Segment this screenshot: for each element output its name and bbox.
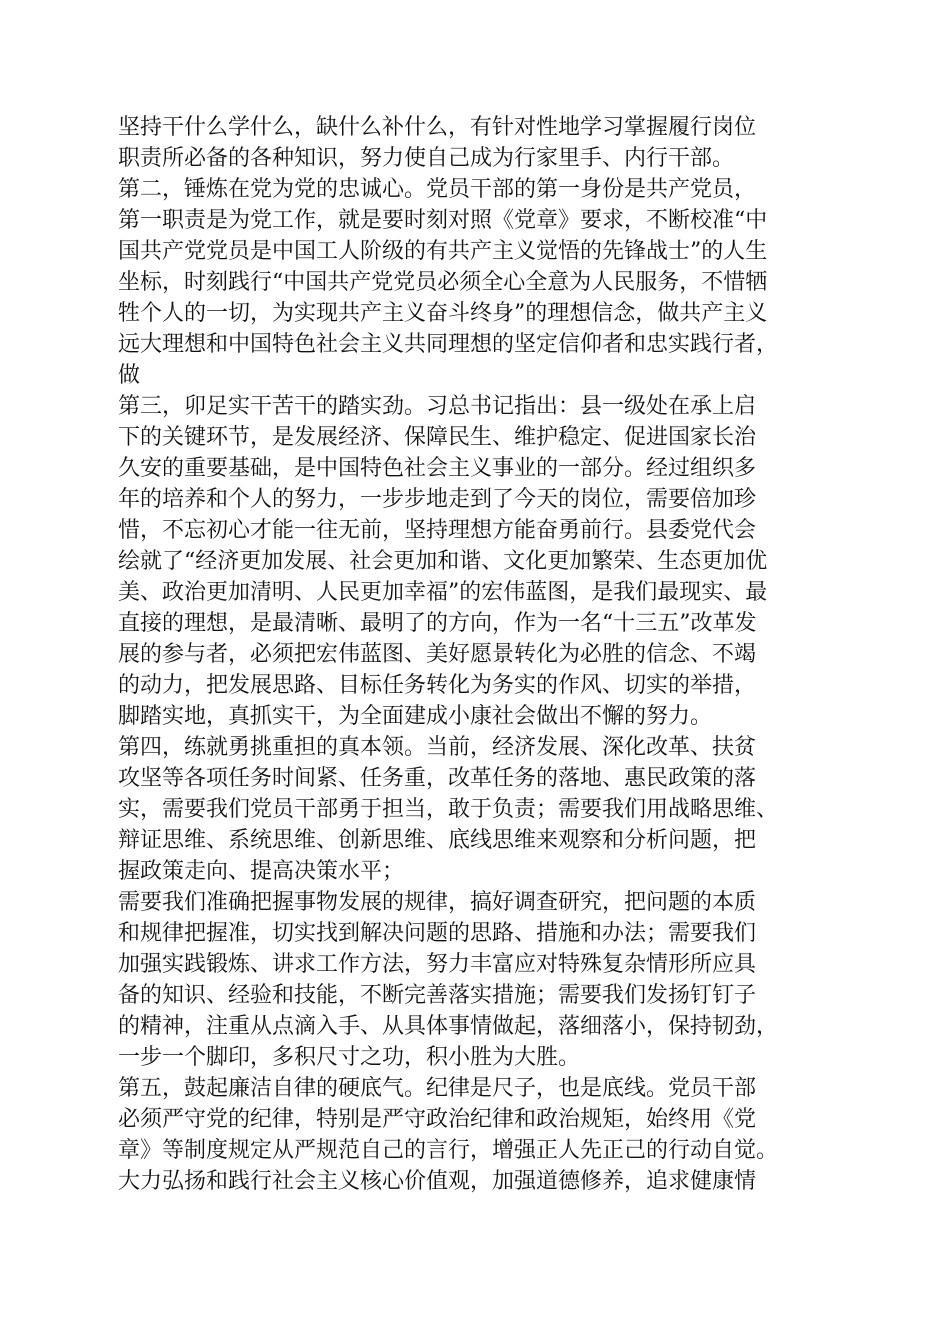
text-line: 第一职责是为党工作，就是要时刻对照《党章》要求，不断校准“中 bbox=[118, 208, 768, 233]
text-line: 攻坚等各项任务时间紧、任务重，改革任务的落地、惠民政策的落 bbox=[118, 766, 757, 791]
text-line: 需要我们准确把握事物发展的规律，搞好调查研究，把问题的本质 bbox=[118, 890, 757, 915]
text-line: 坐标，时刻践行“中国共产党党员必须全心全意为人民服务，不惜牺 bbox=[118, 270, 768, 295]
text-line: 下的关键环节，是发展经济、保障民生、维护稳定、促进国家长治 bbox=[118, 425, 757, 450]
text-line: 远大理想和中国特色社会主义共同理想的坚定信仰者和忠实践行者， bbox=[118, 332, 779, 357]
text-line: 备的知识、经验和技能，不断完善落实措施；需要我们发扬钉钉子 bbox=[118, 983, 757, 1008]
text-line: 加强实践锻炼、讲求工作方法，努力丰富应对特殊复杂情形所应具 bbox=[118, 952, 757, 977]
text-line: 的动力，把发展思路、目标任务转化为务实的作风、切实的举措， bbox=[118, 673, 757, 698]
text-line: 国共产党党员是中国工人阶级的有共产主义觉悟的先锋战士”的人生 bbox=[118, 239, 768, 264]
text-line: 必须严守党的纪律，特别是严守政治纪律和政治规矩，始终用《党 bbox=[118, 1107, 757, 1132]
text-line: 的精神，注重从点滴入手、从具体事情做起，落细落小，保持韧劲， bbox=[118, 1014, 779, 1039]
text-line: 握政策走向、提高决策水平； bbox=[118, 859, 405, 884]
text-line: 第五，鼓起廉洁自律的硬底气。纪律是尺子，也是底线。党员干部 bbox=[118, 1076, 757, 1101]
text-line: 做 bbox=[118, 363, 141, 388]
text-line: 绘就了“经济更加发展、社会更加和谐、文化更加繁荣、生态更加优 bbox=[118, 549, 768, 574]
text-line: 年的培养和个人的努力，一步步地走到了今天的岗位，需要倍加珍 bbox=[118, 487, 757, 512]
text-line: 惜，不忘初心才能一往无前，坚持理想方能奋勇前行。县委党代会 bbox=[118, 518, 757, 543]
text-line: 直接的理想，是最清晰、最明了的方向，作为一名“十三五”改革发 bbox=[118, 611, 757, 636]
text-line: 大力弘扬和践行社会主义核心价值观，加强道德修养，追求健康情 bbox=[118, 1169, 757, 1194]
text-line: 美、政治更加清明、人民更加幸福”的宏伟蓝图，是我们最现实、最 bbox=[118, 580, 768, 605]
text-line: 展的参与者，必须把宏伟蓝图、美好愿景转化为必胜的信念、不竭 bbox=[118, 642, 757, 667]
text-line: 职责所必备的各种知识，努力使自己成为行家里手、内行干部。 bbox=[118, 146, 735, 171]
text-line: 脚踏实地，真抓实干，为全面建成小康社会做出不懈的努力。 bbox=[118, 704, 713, 729]
text-line: 第三，卯足实干苦干的踏实劲。习总书记指出：县一级处在承上启 bbox=[118, 394, 757, 419]
text-line: 久安的重要基础，是中国特色社会主义事业的一部分。经过组织多 bbox=[118, 456, 757, 481]
text-line: 牲个人的一切，为实现共产主义奋斗终身”的理想信念，做共产主义 bbox=[118, 301, 768, 326]
text-line: 辩证思维、系统思维、创新思维、底线思维来观察和分析问题，把 bbox=[118, 828, 757, 853]
text-line: 第二，锤炼在党为党的忠诚心。党员干部的第一身份是共产党员， bbox=[118, 177, 757, 202]
text-line: 章》等制度规定从严规范自己的言行，增强正人先正己的行动自觉。 bbox=[118, 1138, 779, 1163]
text-line: 和规律把握准，切实找到解决问题的思路、措施和办法；需要我们 bbox=[118, 921, 757, 946]
body-text bbox=[118, 112, 878, 1197]
text-line: 坚持干什么学什么，缺什么补什么，有针对性地学习掌握履行岗位 bbox=[118, 115, 757, 140]
text-line: 一步一个脚印，多积尺寸之功，积小胜为大胜。 bbox=[118, 1045, 581, 1070]
text-line: 第四，练就勇挑重担的真本领。当前，经济发展、深化改革、扶贫 bbox=[118, 735, 757, 760]
text-line: 实，需要我们党员干部勇于担当，敢于负责；需要我们用战略思维、 bbox=[118, 797, 779, 822]
